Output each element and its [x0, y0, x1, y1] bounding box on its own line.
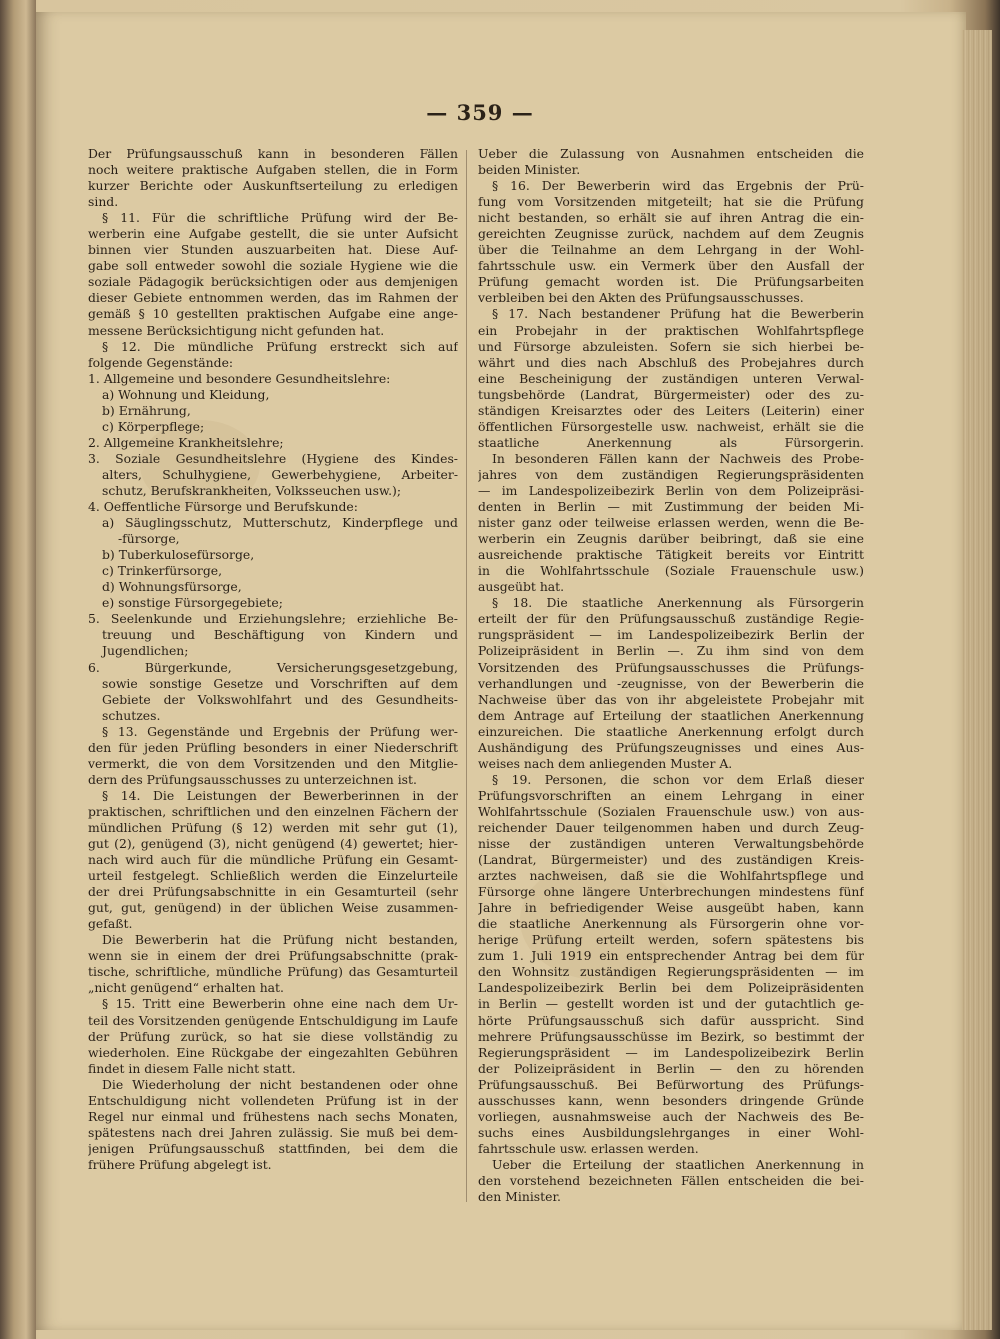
- text-line: schutz, Berufskrankheiten, Volksseuchen usw.);: [102, 482, 402, 498]
- text-line: alters, Schulhygiene, Gewerbehygiene, Arbeiter-: [102, 466, 458, 482]
- text-line: und Fürsorge abzuleisten. Sofern sie sich hierbei be-: [478, 338, 864, 354]
- text-line: der Prüfung zurück, so hat sie diese vollständig zu: [88, 1028, 458, 1044]
- text-line: den für jeden Prüfling besonders in einer Niederschrift: [88, 739, 458, 755]
- text-line: kurzer Berichte oder Auskunftserteilung zu erledigen: [88, 178, 458, 194]
- text-line: eine Bescheinigung der zuständigen unteren Verwal-: [478, 370, 864, 386]
- text-line: fung vom Vorsitzenden mitgeteilt; hat sie die Prüfung: [478, 194, 864, 210]
- text-line: gabe soll entweder sowohl die soziale Hygiene wie die: [88, 258, 458, 274]
- text-line: gemäß § 10 gestellten praktischen Aufgabe eine ange-: [88, 306, 458, 322]
- text-line: Prüfungsausschuß. Bei Befürwortung des Prüfungs-: [478, 1076, 864, 1092]
- text-line: gut, gut, genügend) in der üblichen Weise zusammen-: [88, 900, 458, 916]
- text-line: nisse der zuständigen unteren Verwaltungsbehörde: [478, 836, 864, 852]
- text-line: § 17. Nach bestandener Prüfung hat die Bewerberin: [492, 306, 864, 322]
- text-line: hörte Prüfungsausschuß sich dafür ausspricht. Sind: [478, 1012, 864, 1028]
- text-line: wiederholen. Eine Rückgabe der eingezahlten Gebühren: [88, 1044, 458, 1060]
- text-line: rungspräsident — im Landespolizeibezirk Berlin der: [478, 627, 864, 643]
- text-line: mündlichen Prüfung (§ 12) werden mit sehr gut (1),: [88, 819, 458, 835]
- text-line: — im Landespolizeibezirk Berlin von dem Polizeipräsi-: [478, 482, 864, 498]
- text-line: 4. Oeffentliche Fürsorge und Berufskunde:: [88, 499, 358, 515]
- text-line: Der Prüfungsausschuß kann in besonderen Fällen: [88, 146, 458, 161]
- text-line: spätestens nach drei Jahren zulässig. Sie muß bei dem-: [88, 1124, 458, 1140]
- text-line: jenigen Prüfungsausschuß stattfinden, bei dem die: [88, 1140, 458, 1156]
- text-line: frühere Prüfung abgelegt ist.: [88, 1156, 272, 1172]
- text-line: § 13. Gegenstände und Ergebnis der Prüfung wer-: [102, 723, 458, 739]
- left-page-edge: [0, 0, 36, 1339]
- text-line: § 15. Tritt eine Bewerberin ohne eine nach dem Ur-: [102, 996, 458, 1012]
- text-line: e) sonstige Fürsorgegebiete;: [102, 595, 283, 611]
- text-line: währt und dies nach Abschluß des Probejahres durch: [478, 354, 864, 370]
- text-line: binnen vier Stunden auszuarbeiten hat. Diese Auf-: [88, 242, 458, 258]
- text-line: denten in Berlin — mit Zustimmung der beiden Mi-: [478, 499, 864, 515]
- text-line: soziale Pädagogik berücksichtigen oder aus demjenigen: [88, 274, 458, 290]
- text-line: staatliche Anerkennung als Fürsorgerin.: [478, 434, 864, 450]
- text-line: § 16. Der Bewerberin wird das Ergebnis der Prü-: [492, 178, 864, 194]
- text-line: Ueber die Zulassung von Ausnahmen entscheiden die: [478, 146, 864, 161]
- text-line: Fürsorge ohne längere Unterbrechungen mindestens fünf: [478, 884, 864, 900]
- text-line: tische, schriftliche, mündliche Prüfung) das Gesamturteil: [88, 964, 458, 980]
- text-line: den Minister.: [478, 1189, 561, 1205]
- text-line: werberin eine Aufgabe gestellt, die sie unter Aufsicht: [88, 226, 458, 242]
- text-line: b) Ernährung,: [102, 402, 191, 418]
- text-line: 5. Seelenkunde und Erziehungslehre; erziehliche Be-: [88, 611, 458, 627]
- text-line: ausschusses kann, wenn besonders dringende Gründe: [478, 1092, 864, 1108]
- text-line: § 12. Die mündliche Prüfung erstreckt sich auf: [102, 338, 458, 354]
- text-line: folgende Gegenstände:: [88, 354, 234, 370]
- text-line: Nachweise über das von ihr abgeleistete Probejahr mit: [478, 691, 864, 707]
- text-line: ausgeübt hat.: [478, 579, 565, 595]
- text-line: d) Wohnungsfürsorge,: [102, 579, 242, 595]
- text-line: Die Wiederholung der nicht bestandenen oder ohne: [102, 1076, 458, 1092]
- text-line: Wohlfahrtsschule (Sozialen Frauenschule usw.) von aus-: [478, 803, 864, 819]
- text-line: Die Bewerberin hat die Prüfung nicht bestanden,: [102, 932, 458, 948]
- text-line: messene Berücksichtigung nicht gefunden hat.: [88, 322, 385, 338]
- text-line: erteilt der für den Prüfungsausschuß zuständige Regie-: [478, 611, 864, 627]
- text-line: vorliegen, ausnahmsweise auch der Nachweis des Be-: [478, 1108, 864, 1124]
- text-line: verbleiben bei den Akten des Prüfungsausschusses.: [478, 290, 804, 306]
- text-line: wenn sie in einem der drei Prüfungsabschnitte (prak-: [88, 948, 458, 964]
- text-line: (Landrat, Bürgermeister) und des zuständigen Kreis-: [478, 852, 864, 868]
- text-line: in Berlin — gestellt worden ist und der gutachtlich ge-: [478, 996, 864, 1012]
- text-line: nach wird auch für die mündliche Prüfung ein Gesamt-: [88, 852, 458, 868]
- column-divider: [466, 150, 467, 1202]
- text-line: teil des Vorsitzenden genügende Entschuldigung im Laufe: [88, 1012, 458, 1028]
- text-line: Ueber die Erteilung der staatlichen Anerkennung in: [492, 1156, 864, 1172]
- text-line: suchs eines Ausbildungslehrganges in einer Wohl-: [478, 1124, 864, 1140]
- text-line: zum 1. Juli 1919 ein entsprechender Antrag bei dem für: [478, 948, 864, 964]
- text-line: verhandlungen und -zeugnisse, von der Bewerberin die: [478, 675, 864, 691]
- text-line: 6. Bürgerkunde, Versicherungsgesetzgebung,: [88, 659, 458, 675]
- text-line: mehrere Prüfungsausschüsse im Bezirk, so bestimmt der: [478, 1028, 864, 1044]
- text-line: beiden Minister.: [478, 162, 581, 178]
- text-line: dieser Gebiete entnommen werden, das im Rahmen der: [88, 290, 458, 306]
- text-line: der drei Prüfungsabschnitte in ein Gesamturteil (sehr: [88, 884, 458, 900]
- text-line: ein Probejahr in der praktischen Wohlfahrtspflege: [478, 322, 864, 338]
- text-line: herige Prüfung erteilt werden, sofern spätestens bis: [478, 932, 864, 948]
- text-line: Jugendlichen;: [102, 643, 189, 659]
- text-line: nicht bestanden, so erhält sie auf ihren Antrag die ein-: [478, 210, 864, 226]
- text-line: b) Tuberkulosefürsorge,: [102, 547, 255, 563]
- text-line: c) Trinkerfürsorge,: [102, 563, 223, 579]
- text-line: die staatliche Anerkennung als Fürsorgerin ohne vor-: [478, 916, 864, 932]
- text-line: -fürsorge,: [118, 531, 180, 547]
- text-line: fahrtsschule usw. erlassen werden.: [478, 1140, 699, 1156]
- text-line: tungsbehörde (Landrat, Bürgermeister) oder des zu-: [478, 386, 864, 402]
- text-line: ständigen Kreisarztes oder des Leiters (Leiterin) einer: [478, 402, 864, 418]
- text-line: noch weitere praktische Aufgaben stellen, die in Form: [88, 162, 458, 178]
- text-line: § 19. Personen, die schon vor dem Erlaß dieser: [492, 771, 864, 787]
- text-line: schutzes.: [102, 707, 161, 723]
- text-line: gut (2), genügend (3), nicht genügend (4) gewertet; hier-: [88, 836, 458, 852]
- text-line: der Polizeipräsident in Berlin — den zu hörenden: [478, 1060, 864, 1076]
- text-line: öffentlichen Fürsorgestelle usw. nachweist, erhält sie die: [478, 418, 864, 434]
- text-line: Prüfung gemacht worden ist. Die Prüfungsarbeiten: [478, 274, 864, 290]
- text-line: ausreichende praktische Tätigkeit bereits vor Eintritt: [478, 547, 864, 563]
- text-line: arztes nachweisen, daß sie die Wohlfahrtspflege und: [478, 868, 864, 884]
- text-line: dern des Prüfungsausschusses zu unterzeichnen ist.: [88, 771, 417, 787]
- text-line: Prüfungsvorschriften an einem Lehrgang in einer: [478, 787, 864, 803]
- text-line: urteil festgelegt. Schließlich werden die Einzelurteile: [88, 868, 458, 884]
- page-stack-edge: [962, 30, 992, 1330]
- text-line: den vorstehend bezeichneten Fällen entscheiden die bei-: [478, 1173, 864, 1188]
- text-line: a) Wohnung und Kleidung,: [102, 386, 270, 402]
- text-line: 2. Allgemeine Krankheitslehre;: [88, 434, 284, 450]
- text-line: reichender Dauer teilgenommen haben und durch Zeug-: [478, 819, 864, 835]
- text-line: einzureichen. Die staatliche Anerkennung erfolgt durch: [478, 723, 864, 739]
- text-line: a) Säuglingsschutz, Mutterschutz, Kinderpflege und: [102, 515, 458, 531]
- text-line: Polizeipräsident in Berlin —. Zu ihm sind von dem: [478, 643, 864, 659]
- text-line: werberin ein Zeugnis darüber beibringt, daß sie eine: [478, 531, 864, 547]
- text-line: gefaßt.: [88, 916, 133, 932]
- text-line: Vorsitzenden des Prüfungsausschusses die Prüfungs-: [478, 659, 864, 675]
- text-line: vermerkt, die von dem Vorsitzenden und den Mitglie-: [88, 755, 458, 771]
- right-column: [478, 146, 864, 1205]
- text-line: In besonderen Fällen kann der Nachweis des Probe-: [492, 450, 864, 466]
- text-line: den Wohnsitz zuständigen Regierungspräsidenten — im: [478, 964, 864, 980]
- text-line: „nicht genügend“ erhalten hat.: [88, 980, 284, 996]
- text-line: über die Teilnahme an dem Lehrgang in der Wohl-: [478, 242, 864, 258]
- text-line: in die Wohlfahrtsschule (Soziale Frauenschule usw.): [478, 563, 864, 579]
- text-line: Regel nur einmal und frühestens nach sechs Monaten,: [88, 1108, 458, 1124]
- text-line: Regierungspräsident — im Landespolizeibezirk Berlin: [478, 1044, 864, 1060]
- text-line: findet in diesem Falle nicht statt.: [88, 1060, 296, 1076]
- text-line: § 11. Für die schriftliche Prüfung wird der Be-: [102, 210, 458, 226]
- text-line: Entschuldigung nicht vollendeten Prüfung ist in der: [88, 1092, 458, 1108]
- text-line: fahrtsschule usw. ein Vermerk über den Ausfall der: [478, 258, 864, 274]
- left-column: [88, 146, 458, 1173]
- text-line: § 18. Die staatliche Anerkennung als Fürsorgerin: [492, 595, 864, 611]
- text-line: Aushändigung des Prüfungszeugnisses und eines Aus-: [478, 739, 864, 755]
- text-line: Landespolizeibezirk Berlin bei dem Polizeipräsidenten: [478, 980, 864, 996]
- text-line: dem Antrage auf Erteilung der staatlichen Anerkennung: [478, 707, 864, 723]
- text-line: jahres von dem zuständigen Regierungspräsidenten: [478, 466, 864, 482]
- text-line: Gebiete der Volkswohlfahrt und des Gesundheits-: [102, 691, 458, 707]
- text-line: 1. Allgemeine und besondere Gesundheitslehre:: [88, 370, 391, 386]
- text-line: praktischen, schriftlichen und den einzelnen Fächern der: [88, 803, 458, 819]
- text-line: 3. Soziale Gesundheitslehre (Hygiene des Kindes-: [88, 450, 458, 466]
- text-line: sowie sonstige Gesetze und Vorschriften auf dem: [102, 675, 458, 691]
- text-line: c) Körperpflege;: [102, 418, 205, 434]
- text-line: Jahre in befriedigender Weise ausgeübt haben, kann: [478, 900, 864, 916]
- text-line: sind.: [88, 194, 119, 210]
- text-line: § 14. Die Leistungen der Bewerberinnen in der: [102, 787, 458, 803]
- text-line: treuung und Beschäftigung von Kindern und: [102, 627, 458, 643]
- text-line: weises nach dem anliegenden Muster A.: [478, 755, 733, 771]
- text-line: gereichten Zeugnisse zurück, nachdem auf dem Zeugnis: [478, 226, 864, 242]
- page-number: — 359 —: [426, 100, 534, 125]
- text-line: nister ganz oder teilweise erlassen werden, wenn die Be-: [478, 515, 864, 531]
